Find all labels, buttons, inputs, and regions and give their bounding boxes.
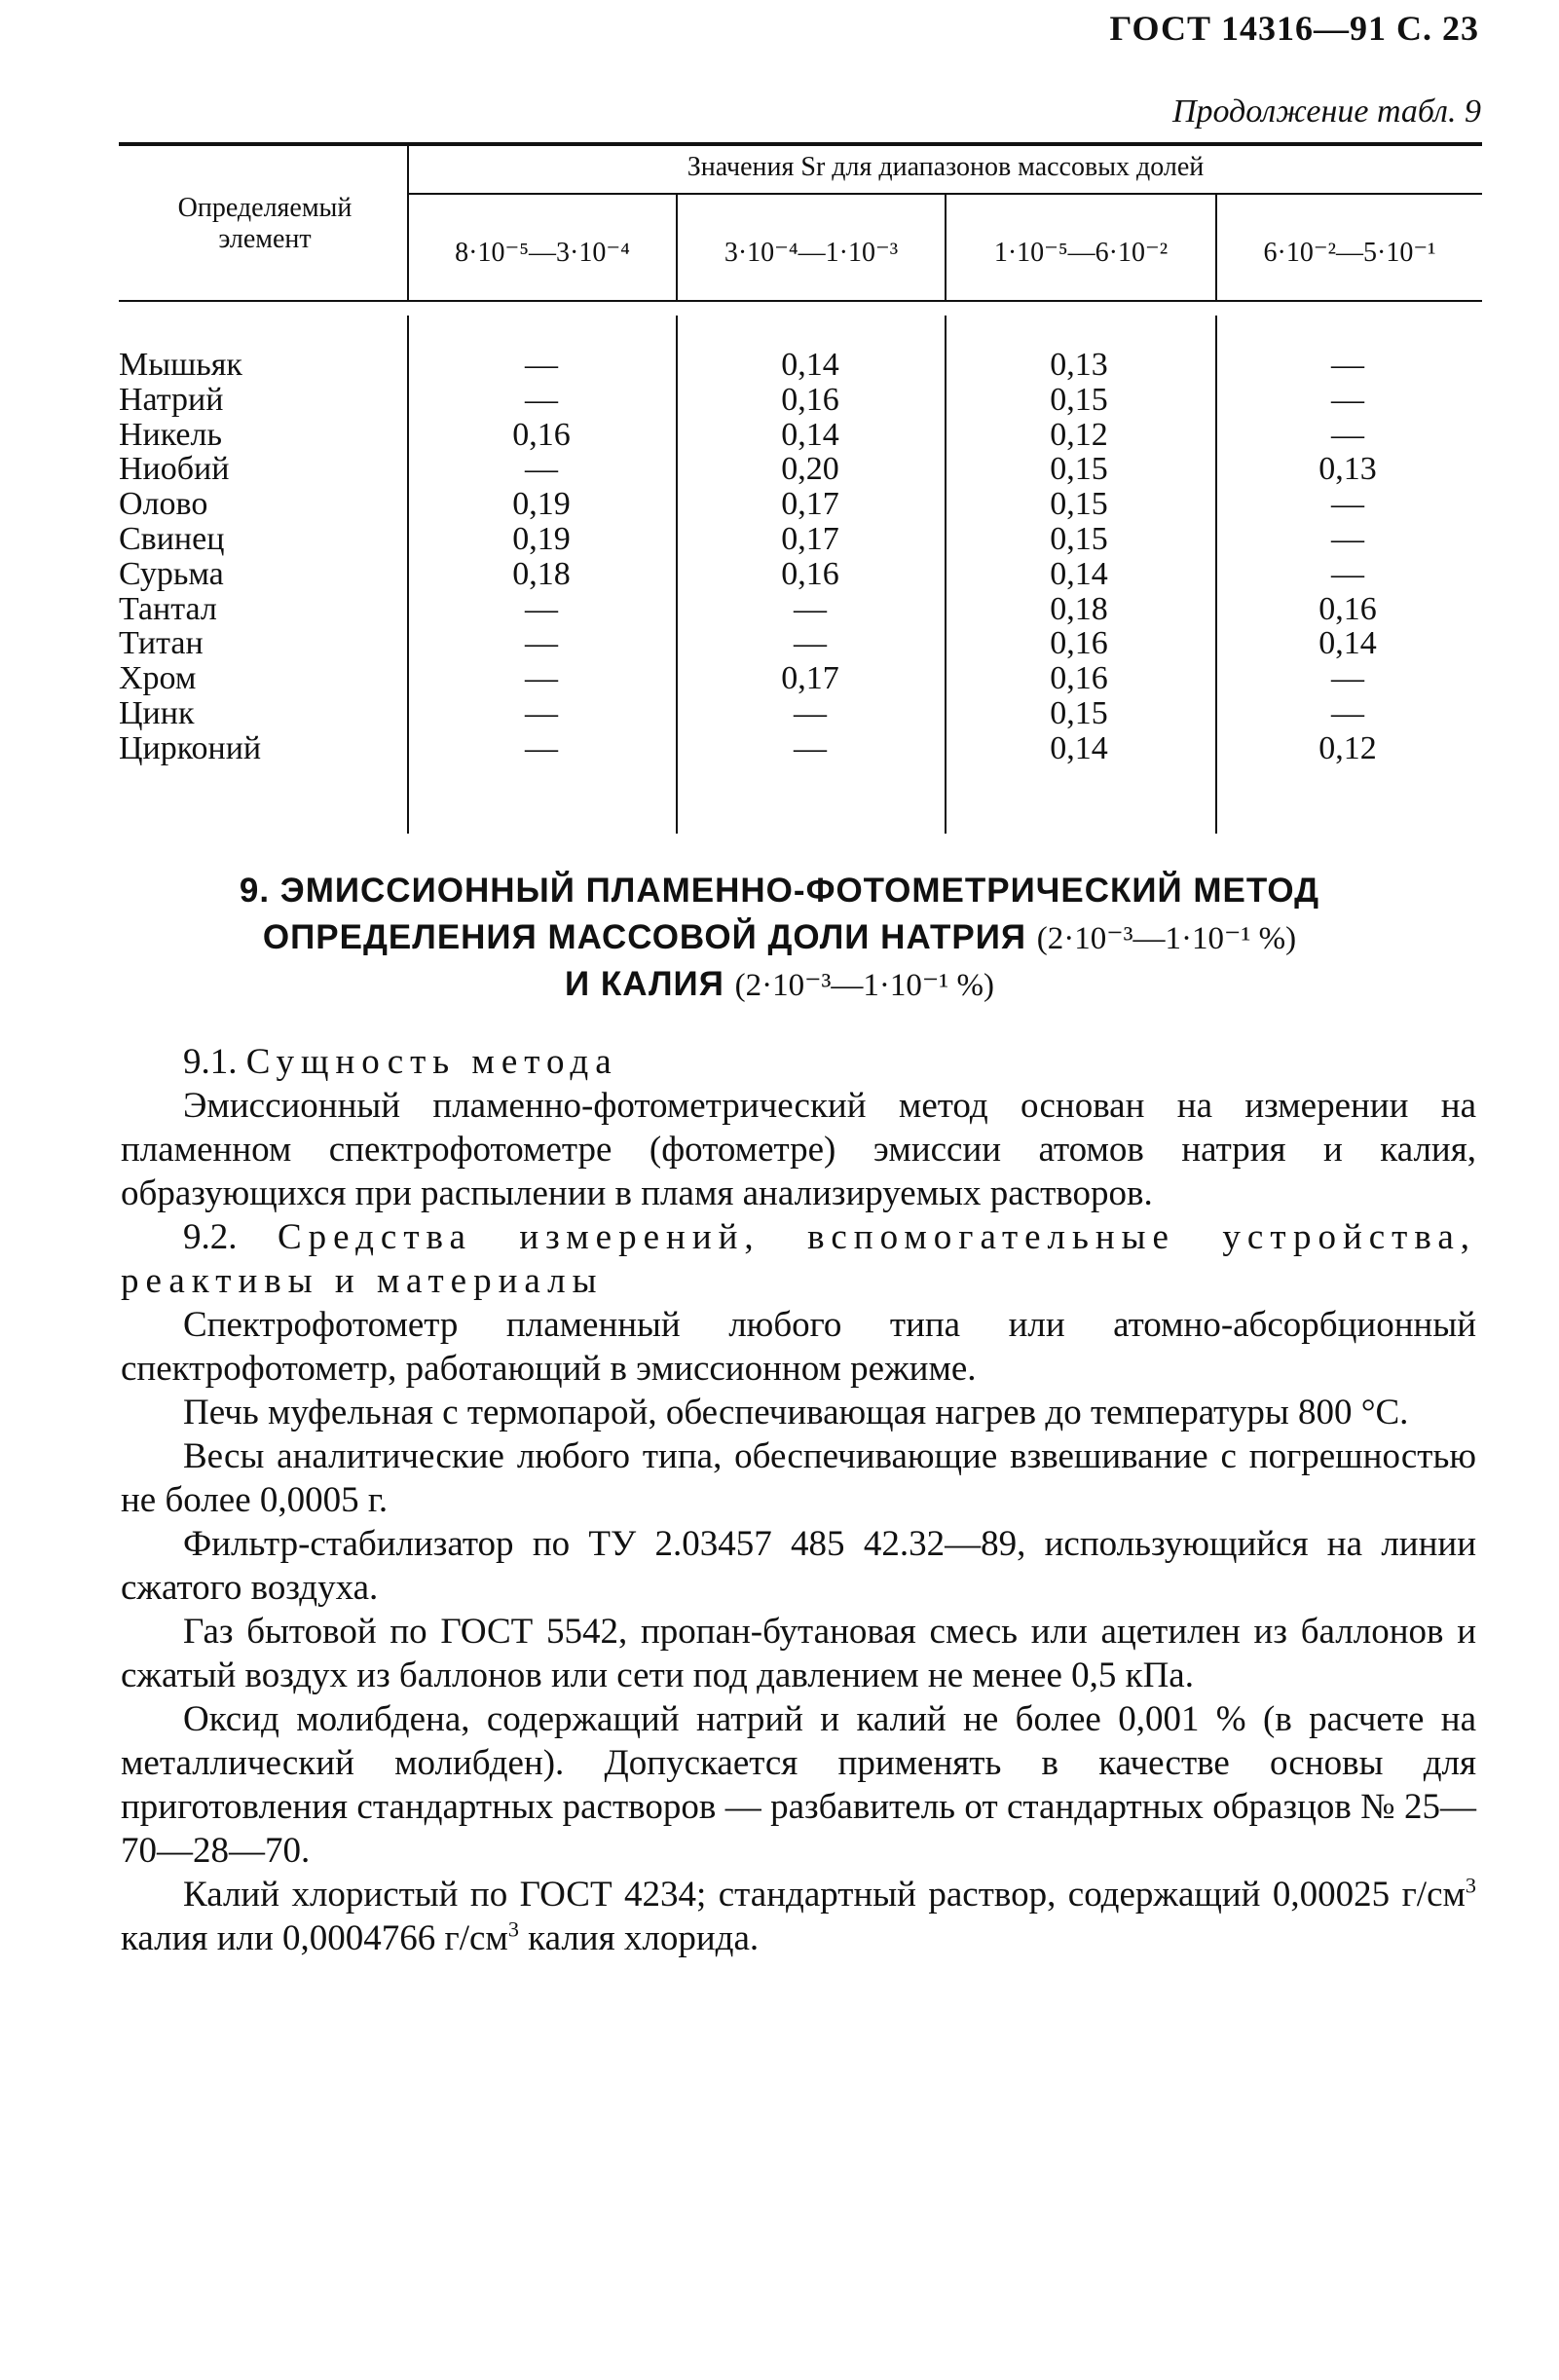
- table-cell: —: [794, 590, 827, 627]
- paragraph-molybdenum-oxide: Оксид молибдена, содержащий натрий и калий не более 0,001 % (в расчете на металлический молибден). Допускается применять в качестве основы для приготовления стандартных растворов — разбавитель от стандартных образцов № 25—70—28—70.: [121, 1699, 1476, 1871]
- table-cell: —: [794, 729, 827, 766]
- paragraph-furnace: Печь муфельная с термопарой, обеспечивающая нагрев до температуры 800 °С.: [183, 1393, 1409, 1432]
- row-label: Цинк: [119, 695, 195, 731]
- table-cell: 0,14: [781, 416, 839, 453]
- paragraph-filter: Фильтр-стабилизатор по ТУ 2.03457 485 42.32—89, использующийся на линии сжатого воздуха.: [121, 1524, 1476, 1608]
- table-cell: 0,13: [1050, 347, 1108, 383]
- table-cell: —: [525, 590, 558, 627]
- kcl-text-c: калия хлорида.: [518, 1918, 760, 1958]
- col-header-3: 1·10⁻⁵—6·10⁻²: [993, 238, 1169, 268]
- table-cell: —: [1331, 660, 1364, 697]
- table-cell: 0,18: [1050, 590, 1108, 627]
- table-cell: —: [525, 660, 558, 697]
- kcl-sup-1: 3: [1465, 1873, 1476, 1898]
- table-cell: 0,12: [1050, 416, 1108, 453]
- table-cell: 0,17: [781, 486, 839, 523]
- paragraph-balance: Весы аналитические любого типа, обеспечивающие взвешивание с погрешностью не более 0,0005 г.: [121, 1436, 1476, 1520]
- body-text: [121, 1040, 1476, 1960]
- group-header: Значения Sr для диапазонов массовых долей: [687, 152, 1205, 182]
- kcl-text-b: калия или 0,0004766 г/см: [121, 1918, 508, 1958]
- table-cell: 0,16: [512, 416, 571, 453]
- table-cell: 0,16: [1050, 660, 1108, 697]
- table-vrule-3b: [945, 316, 947, 834]
- section-title-line-3-formula: (2·10⁻³—1·10⁻¹ %): [734, 968, 994, 1003]
- table-vrule-2b: [676, 316, 678, 834]
- row-header: Определяемый элемент: [177, 193, 353, 254]
- table-cell: 0,13: [1318, 451, 1377, 488]
- table-cell: 0,19: [512, 521, 571, 557]
- subsection-9-2-heading: [121, 1215, 1476, 1303]
- table-cell: —: [525, 625, 558, 662]
- table-cell: —: [525, 381, 558, 418]
- section-title-line-3: [0, 965, 1559, 1004]
- row-label: Мышьяк: [119, 347, 242, 383]
- row-label: Цирконий: [119, 729, 262, 766]
- table-cell: 0,20: [781, 451, 839, 488]
- table-cell: —: [1331, 695, 1364, 731]
- table-header-rule: [119, 300, 1482, 302]
- kcl-text-a: Калий хлористый по ГОСТ 4234; стандартный раствор, содержащий 0,00025 г/см: [183, 1875, 1466, 1915]
- section-title-line-1: 9. ЭМИССИОННЫЙ ПЛАМЕННО-ФОТОМЕТРИЧЕСКИЙ МЕТОД: [239, 872, 1320, 910]
- table-cell: 0,15: [1050, 695, 1108, 731]
- table-cell: 0,15: [1050, 521, 1108, 557]
- row-label: Титан: [119, 625, 204, 662]
- subsection-9-1-heading: [121, 1040, 1476, 1084]
- table-continuation-label: Продолжение табл. 9: [1171, 93, 1481, 130]
- table-cell: —: [1331, 347, 1364, 383]
- col-header-2: 3·10⁻⁴—1·10⁻³: [724, 238, 899, 268]
- section-title-line-2-text: ОПРЕДЕЛЕНИЯ МАССОВОЙ ДОЛИ НАТРИЯ: [262, 918, 1027, 956]
- subsection-9-2-number: 9.2.: [183, 1217, 238, 1257]
- table-cell: —: [525, 729, 558, 766]
- table-cell: —: [525, 347, 558, 383]
- table-vrule-1b: [407, 316, 409, 834]
- section-title-line-2-formula: (2·10⁻³—1·10⁻¹ %): [1036, 921, 1297, 956]
- row-label: Тантал: [119, 590, 217, 627]
- row-label: Хром: [119, 660, 197, 697]
- table-cell: 0,17: [781, 660, 839, 697]
- page-header: ГОСТ 14316—91 С. 23: [1109, 9, 1479, 48]
- row-label: Никель: [119, 416, 222, 453]
- row-label: Натрий: [119, 381, 224, 418]
- section-title-line-2: [0, 918, 1559, 957]
- table-cell: —: [794, 695, 827, 731]
- table-cell: 0,19: [512, 486, 571, 523]
- table-cell: 0,14: [1318, 625, 1377, 662]
- table-cell: 0,18: [512, 555, 571, 592]
- col-header-4: 6·10⁻²—5·10⁻¹: [1263, 238, 1436, 268]
- table-vrule-4b: [1215, 316, 1217, 834]
- table-top-rule: [119, 142, 1482, 146]
- table-cell: 0,15: [1050, 486, 1108, 523]
- paragraph-gas: Газ бытовой по ГОСТ 5542, пропан-бутановая смесь или ацетилен из баллонов и сжатый воздух из баллонов или сети под давлением не менее 0,5 кПа.: [121, 1612, 1476, 1695]
- row-label: Свинец: [119, 521, 225, 557]
- table-cell: 0,14: [1050, 729, 1108, 766]
- row-label: Ниобий: [119, 451, 230, 488]
- table-cell: —: [1331, 381, 1364, 418]
- data-table: [119, 142, 1482, 834]
- paragraph-spectrophotometer: Спектрофотометр пламенный любого типа или атомно-абсорбционный спектрофотометр, работающий в эмиссионном режиме.: [121, 1305, 1476, 1389]
- table-cell: —: [525, 451, 558, 488]
- subsection-9-1-number: 9.1.: [183, 1042, 238, 1082]
- kcl-sup-2: 3: [507, 1916, 519, 1942]
- table-cell: —: [1331, 521, 1364, 557]
- table-cell: 0,16: [781, 555, 839, 592]
- subsection-9-1-title: Сущность метода: [245, 1042, 618, 1082]
- table-cell: 0,12: [1318, 729, 1377, 766]
- table-cell: 0,17: [781, 521, 839, 557]
- table-cell: —: [525, 695, 558, 731]
- table-cell: —: [1331, 416, 1364, 453]
- table-cell: 0,15: [1050, 451, 1108, 488]
- table-cell: —: [794, 625, 827, 662]
- table-cell: —: [1331, 486, 1364, 523]
- table-cell: 0,16: [1050, 625, 1108, 662]
- section-title-line-3-text: И КАЛИЯ: [565, 965, 724, 1003]
- col-header-1: 8·10⁻⁵—3·10⁻⁴: [455, 238, 630, 268]
- table-cell: 0,14: [1050, 555, 1108, 592]
- table-cell: 0,15: [1050, 381, 1108, 418]
- row-label: Сурьма: [119, 555, 224, 592]
- paragraph-principle: Эмиссионный пламенно-фотометрический метод основан на измерении на пламенном спектрофотометре (фотометре) эмиссии атомов натрия и калия, образующихся при распылении в пламя анализируемых растворов.: [121, 1086, 1476, 1213]
- paragraph-potassium-chloride: [121, 1873, 1476, 1960]
- table-cell: 0,14: [781, 347, 839, 383]
- table-cell: 0,16: [1318, 590, 1377, 627]
- subsection-9-2-title: Средства измерений, вспомогательные устройства, реактивы и материалы: [121, 1217, 1477, 1301]
- row-label: Олово: [119, 486, 208, 523]
- table-cell: 0,16: [781, 381, 839, 418]
- table-cell: —: [1331, 555, 1364, 592]
